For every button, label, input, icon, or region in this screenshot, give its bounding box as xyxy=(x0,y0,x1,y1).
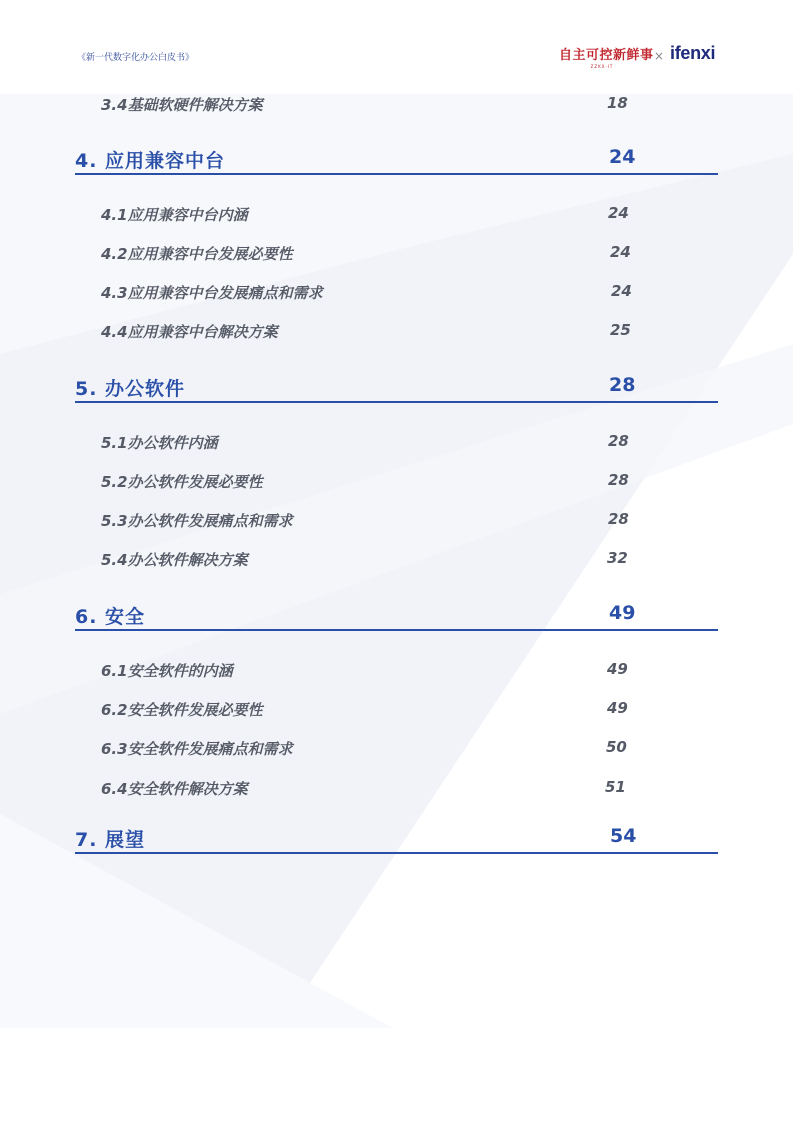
toc-section[interactable] xyxy=(0,374,793,400)
toc-page-number: 28 xyxy=(609,374,636,396)
toc-entry[interactable] xyxy=(0,321,793,347)
toc-label: 3.4基础软硬件解决方案 xyxy=(101,96,263,114)
toc-section[interactable] xyxy=(0,146,793,172)
toc-entry[interactable] xyxy=(0,660,793,686)
toc-page-number: 28 xyxy=(608,510,629,528)
toc-label: 6. 安全 xyxy=(75,606,146,628)
toc-label: 5. 办公软件 xyxy=(75,378,186,400)
toc-content xyxy=(0,94,793,1028)
toc-label: 4. 应用兼容中台 xyxy=(75,150,226,172)
toc-label: 5.3办公软件发展痛点和需求 xyxy=(101,512,293,530)
toc-entry[interactable] xyxy=(0,432,793,458)
toc-label: 7. 展望 xyxy=(75,829,146,851)
brand-logo-cn: 自主可控新鲜事 xyxy=(559,48,654,63)
toc-entry[interactable] xyxy=(0,778,793,804)
toc-entry[interactable] xyxy=(0,699,793,725)
section-underline xyxy=(75,173,718,175)
toc-page-number: 28 xyxy=(608,432,629,450)
toc-entry[interactable] xyxy=(0,204,793,230)
brand-logo-en: ifenxi xyxy=(670,43,716,63)
toc-label: 4.2应用兼容中台发展必要性 xyxy=(101,245,293,263)
toc-label: 6.4安全软件解决方案 xyxy=(101,780,248,798)
toc-page-number: 51 xyxy=(605,778,626,796)
toc-entry[interactable] xyxy=(0,510,793,536)
toc-label: 4.3应用兼容中台发展痛点和需求 xyxy=(101,284,323,302)
toc-label: 6.3安全软件发展痛点和需求 xyxy=(101,740,293,758)
section-underline xyxy=(75,401,718,403)
brand-logo-sub: ZZKX·IT xyxy=(590,64,614,69)
toc-label: 4.1应用兼容中台内涵 xyxy=(101,206,248,224)
toc-entry[interactable] xyxy=(0,243,793,269)
toc-entry[interactable] xyxy=(0,471,793,497)
toc-page-number: 24 xyxy=(608,204,629,222)
toc-section[interactable] xyxy=(0,602,793,628)
section-underline xyxy=(75,629,718,631)
toc-page-number: 24 xyxy=(609,146,636,168)
toc-entry[interactable] xyxy=(0,94,793,120)
toc-page-number: 49 xyxy=(607,699,628,717)
toc-page-number: 28 xyxy=(608,471,629,489)
toc-label: 5.1办公软件内涵 xyxy=(101,434,218,452)
toc-page-number: 25 xyxy=(610,321,631,339)
toc-entry[interactable] xyxy=(0,738,793,764)
toc-page-number: 49 xyxy=(609,602,636,624)
toc-page-number: 50 xyxy=(606,738,627,756)
toc-page-number: 54 xyxy=(610,825,637,847)
toc-entry[interactable] xyxy=(0,549,793,575)
toc-page-number: 32 xyxy=(607,549,628,567)
page-header xyxy=(0,0,793,94)
toc-label: 5.4办公软件解决方案 xyxy=(101,551,248,569)
toc-entry[interactable] xyxy=(0,282,793,308)
toc-page-number: 18 xyxy=(607,94,628,112)
toc-label: 6.1安全软件的内涵 xyxy=(101,662,233,680)
document-title: 《新一代数字化办公白皮书》 xyxy=(77,53,195,63)
toc-label: 4.4应用兼容中台解决方案 xyxy=(101,323,278,341)
toc-page-number: 49 xyxy=(607,660,628,678)
toc-page-number: 24 xyxy=(611,282,632,300)
toc-label: 6.2安全软件发展必要性 xyxy=(101,701,263,719)
logo-separator: × xyxy=(654,49,665,63)
toc-section[interactable] xyxy=(0,825,793,851)
section-underline xyxy=(75,852,718,854)
toc-label: 5.2办公软件发展必要性 xyxy=(101,473,263,491)
toc-page-number: 24 xyxy=(610,243,631,261)
